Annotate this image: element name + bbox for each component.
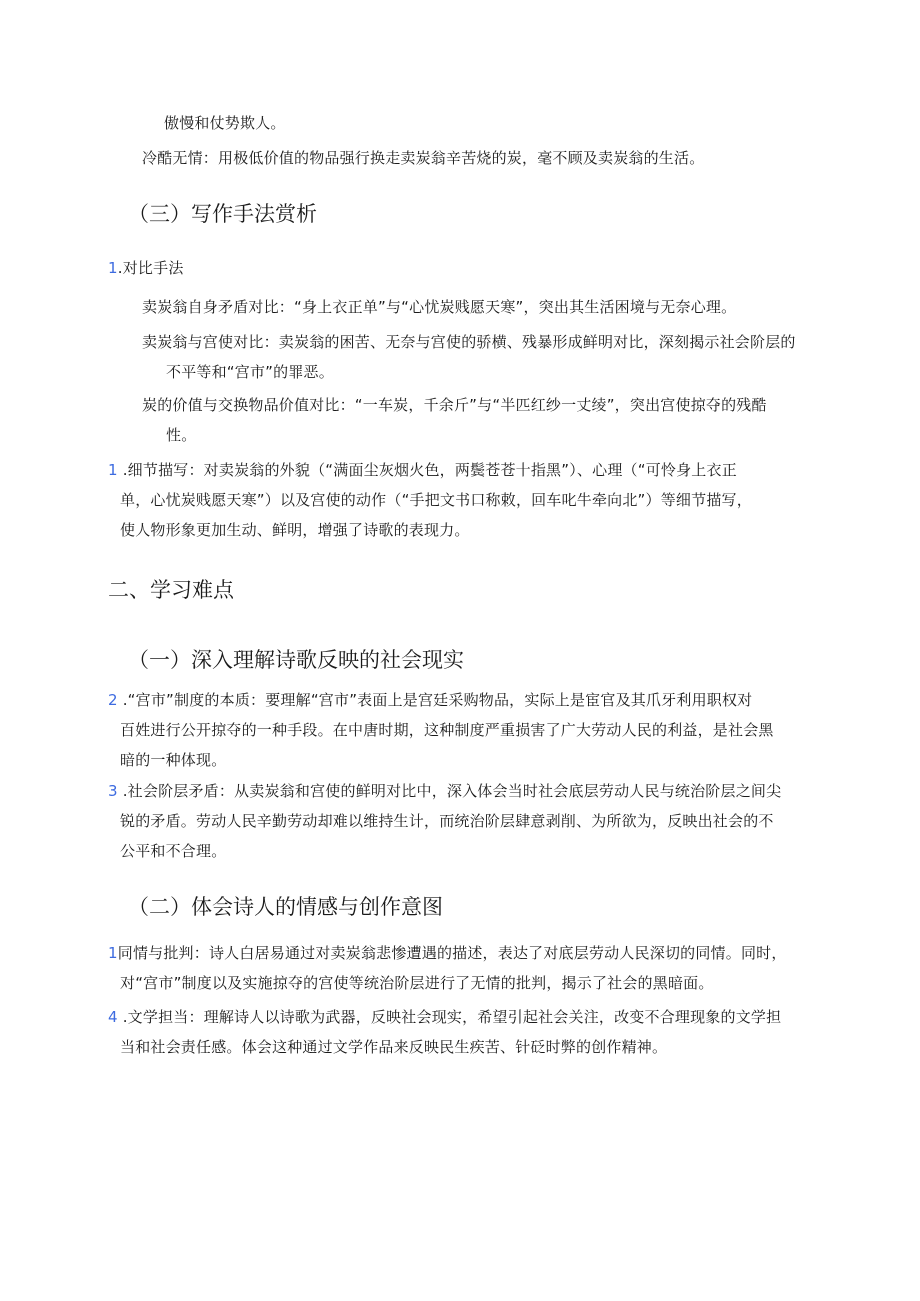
- point-sympathy-criticism: 1同情与批判：诗人白居易通过对卖炭翁悲惨遭遇的描述，表达了对底层劳动人民深切的同情。同时， 对“宫市”制度以及实施掠夺的宫使等统治阶层进行了无情的批判，揭示了社会的黑暗面。: [108, 944, 787, 992]
- list-number: 1: [108, 944, 118, 962]
- item-title: .对比手法: [117, 259, 184, 277]
- subsection-heading-social-reality: （一）深入理解诗歌反映的社会现实: [128, 648, 464, 672]
- list-number: 2: [108, 691, 118, 709]
- point-class-conflict: 3 .社会阶层矛盾：从卖炭翁和宫使的鲜明对比中，深入体会当时社会底层劳动人民与统治阶层之间尖 锐的矛盾。劳动人民辛勤劳动却难以维持生计，而统治阶层肆意剥削、为所欲为，反映出社会的不 公平和不合理。: [108, 782, 782, 860]
- section-heading-writing-techniques: （三）写作手法赏析: [128, 202, 317, 226]
- list-number: 1: [108, 259, 118, 277]
- point-literary-responsibility: 4 .文学担当：理解诗人以诗歌为武器，反映社会现实，希望引起社会关注，改变不合理现象的文学担 当和社会责任感。体会这种通过文学作品来反映民生疾苦、针砭时弊的创作精神。: [108, 1008, 782, 1056]
- list-number: 1: [108, 461, 118, 479]
- contrast-officials: 卖炭翁与宫使对比：卖炭翁的困苦、无奈与宫使的骄横、残暴形成鲜明对比，深刻揭示社会阶层的 不平等和“宫市”的罪恶。: [142, 333, 796, 381]
- continuation-text: 傲慢和仗势欺人。: [164, 114, 286, 132]
- list-number: 3: [108, 782, 118, 800]
- point-palace-market: 2 .“宫市”制度的本质：要理解“宫市”表面上是宫廷采购物品，实际上是宦官及其爪牙利用职权对 百姓进行公开掠夺的一种手段。在中唐时期，这种制度严重损害了广大劳动人民的利益，是社会黑 暗的一种体现。: [108, 691, 774, 769]
- item-detail-description: 1 .细节描写：对卖炭翁的外貌（“满面尘灰烟火色，两鬓苍苍十指黑”）、心理（“可怜身上衣正 单，心忧炭贱愿天寒”）以及宫使的动作（“手把文书口称敕，回车叱牛牵向北”）等细节描写， 使人物形象更加生动、鲜明，增强了诗歌的表现力。: [108, 461, 752, 539]
- contrast-value: 炭的价值与交换物品价值对比：“一车炭，千余斤”与“半匹红纱一丈绫”，突出宫使掠夺的残酷 性。: [142, 396, 767, 444]
- list-number: 4: [108, 1008, 118, 1026]
- cold-heartless-item: 冷酷无情：用极低价值的物品强行换走卖炭翁辛苦烧的炭，毫不顾及卖炭翁的生活。: [142, 149, 705, 167]
- part-heading-learning-difficulties: 二、学习难点: [108, 578, 234, 602]
- item-contrast-technique: [108, 253, 184, 283]
- subsection-heading-poet-emotion: （二）体会诗人的情感与创作意图: [128, 895, 443, 919]
- contrast-self: 卖炭翁自身矛盾对比：“身上衣正单”与“心忧炭贱愿天寒”，突出其生活困境与无奈心理。: [142, 298, 737, 316]
